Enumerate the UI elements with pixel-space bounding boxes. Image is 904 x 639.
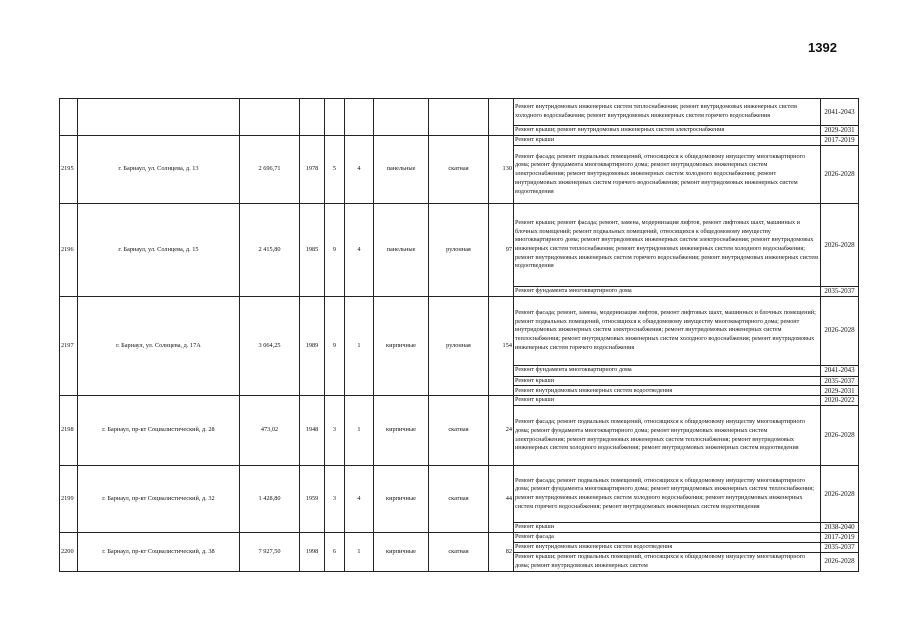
year-cell: 1959 [300,466,325,533]
work-period: 2017-2019 [821,136,859,146]
flats-cell: 154 [489,296,514,396]
area-cell [240,99,300,136]
entrances-cell: 1 [345,296,374,396]
work-period: 2029-2031 [821,126,859,136]
work-description: Ремонт крыши; ремонт подвальных помещений, относящихся к общедомовому имуществу многоквартирного дома; ремонт внутридомовых инженерных систем [514,552,821,571]
work-description: Ремонт фасада [514,533,821,543]
area-cell: 2 415,80 [240,204,300,297]
flats-cell: 130 [489,136,514,204]
table-body [60,99,859,572]
address-cell: г. Барнаул, ул. Солнцева, д. 15 [78,204,240,297]
work-period: 2026-2028 [821,406,859,466]
entrances-cell: 1 [345,533,374,572]
work-description: Ремонт крыши [514,376,821,386]
area-cell: 2 696,71 [240,136,300,204]
year-cell: 1998 [300,533,325,572]
table-row [60,296,859,365]
address-cell: г. Барнаул, пр-кт Социалистический, д. 32 [78,466,240,533]
work-description: Ремонт внутридомовых инженерных систем теплоснабжения; ремонт внутридомовых инженерных систем холодного водоснабжения; ремонт внутридомовых инженерных систем горячего водоснабжения [514,99,821,126]
area-cell: 7 927,50 [240,533,300,572]
table-row [60,533,859,543]
work-period: 2035-2037 [821,376,859,386]
flats-cell: 97 [489,204,514,297]
house-number: 2195 [60,136,78,204]
work-description: Ремонт крыши [514,136,821,146]
house-number: 2197 [60,296,78,396]
work-period: 2035-2037 [821,542,859,552]
roof-cell: скатная [429,533,489,572]
floors-cell: 9 [325,296,345,396]
house-number: 2199 [60,466,78,533]
work-description: Ремонт крыши; ремонт фасада; ремонт, замена, модернизация лифтов, ремонт лифтовых шахт, машинных и блочных помещений; ремонт подвальных помещений, относящихся к общедомовому имуществу многоквартирного дома; ремонт внутридомовых инженерных систем электроснабжения; ремонт внутридомовых инженерных систем теплоснабжения; ремонт внутридомовых инженерных систем холодного водоснабжения; ремонт внутридомовых инженерных систем горячего водоснабжения; ремонт внутридомовых инженерных систем водоотведения [514,204,821,287]
flats-cell [489,99,514,136]
work-description: Ремонт фасада; ремонт подвальных помещений, относящихся к общедомовому имуществу многоквартирного дома; ремонт фундамента многоквартирного дома; ремонт внутридомовых инженерных систем электроснабжения; ремонт внутридомовых инженерных систем теплоснабжения; ремонт внутридомовых инженерных систем холодного водоснабжения; ремонт внутридомовых инженерных систем водоотведения [514,406,821,466]
entrances-cell: 4 [345,136,374,204]
work-period: 2026-2028 [821,466,859,523]
address-cell: г. Барнаул, пр-кт Социалистический, д. 38 [78,533,240,572]
walls-cell: панельные [374,136,429,204]
flats-cell: 82 [489,533,514,572]
page-number: 1392 [808,40,837,55]
work-period: 2026-2028 [821,552,859,571]
year-cell: 1985 [300,204,325,297]
walls-cell: кирпичные [374,533,429,572]
roof-cell [429,99,489,136]
flats-cell: 24 [489,396,514,466]
address-cell: г. Барнаул, пр-кт Социалистический, д. 28 [78,396,240,466]
work-description: Ремонт внутридомовых инженерных систем водоотведения [514,386,821,396]
entrances-cell: 1 [345,396,374,466]
entrances-cell: 4 [345,466,374,533]
area-cell: 1 428,80 [240,466,300,533]
table-row [60,396,859,406]
capital-repair-table [59,98,859,572]
work-period: 2026-2028 [821,204,859,287]
house-number: 2198 [60,396,78,466]
entrances-cell: 4 [345,204,374,297]
address-cell: г. Барнаул, ул. Солнцева, д. 13 [78,136,240,204]
work-description: Ремонт крыши [514,523,821,533]
address-cell: г. Барнаул, ул. Солнцева, д. 17А [78,296,240,396]
work-period: 2041-2043 [821,99,859,126]
address-cell [78,99,240,136]
work-description: Ремонт крыши; ремонт внутридомовых инженерных систем электроснабжения [514,126,821,136]
table-row [60,136,859,146]
entrances-cell [345,99,374,136]
walls-cell [374,99,429,136]
area-cell: 3 064,25 [240,296,300,396]
house-number [60,99,78,136]
table-row [60,99,859,126]
floors-cell [325,99,345,136]
work-period: 2026-2028 [821,296,859,365]
work-description: Ремонт крыши [514,396,821,406]
roof-cell: скатная [429,396,489,466]
work-description: Ремонт фасада; ремонт подвальных помещений, относящихся к общедомовому имуществу многоквартирного дома; ремонт фундамента многоквартирного дома; ремонт внутридомовых инженерных систем теплоснабжения; ремонт внутридомовых инженерных систем холодного водоснабжения; ремонт внутридомовых инженерных систем горячего водоснабжения; ремонт внутридомовых инженерных систем водоотведения [514,466,821,523]
year-cell: 1948 [300,396,325,466]
table-row [60,466,859,523]
work-period: 2026-2028 [821,146,859,204]
floors-cell: 6 [325,533,345,572]
walls-cell: кирпичные [374,396,429,466]
work-period: 2035-2037 [821,287,859,297]
year-cell [300,99,325,136]
roof-cell: рулонная [429,204,489,297]
work-description: Ремонт фундамента многоквартирного дома [514,287,821,297]
work-description: Ремонт фундамента многоквартирного дома [514,365,821,376]
work-description: Ремонт внутридомовых инженерных систем водоотведения [514,542,821,552]
house-number: 2196 [60,204,78,297]
walls-cell: панельные [374,204,429,297]
year-cell: 1978 [300,136,325,204]
flats-cell: 44 [489,466,514,533]
work-period: 2020-2022 [821,396,859,406]
table-row [60,204,859,287]
roof-cell: скатная [429,136,489,204]
floors-cell: 5 [325,136,345,204]
walls-cell: кирпичные [374,296,429,396]
roof-cell: рулонная [429,296,489,396]
house-number: 2200 [60,533,78,572]
year-cell: 1989 [300,296,325,396]
area-cell: 473,02 [240,396,300,466]
floors-cell: 3 [325,466,345,533]
work-description: Ремонт фасада; ремонт подвальных помещений, относящихся к общедомовому имуществу многоквартирного дома; ремонт фундамента многоквартирного дома; ремонт внутридомовых инженерных систем электроснабжения; ремонт внутридомовых инженерных систем холодного водоснабжения; ремонт внутридомовых инженерных систем горячего водоснабжения; ремонт внутридомовых инженерных систем водоотведения [514,146,821,204]
work-description: Ремонт фасада; ремонт, замена, модернизация лифтов, ремонт лифтовых шахт, машинных и блочных помещений; ремонт подвальных помещений, относящихся к общедомовому имуществу многоквартирного дома; ремонт внутридомовых инженерных систем электроснабжения; ремонт внутридомовых инженерных систем теплоснабжения; ремонт внутридомовых инженерных систем холодного водоснабжения; ремонт внутридомовых инженерных систем горячего водоснабжения [514,296,821,365]
floors-cell: 9 [325,204,345,297]
work-period: 2017-2019 [821,533,859,543]
roof-cell: скатная [429,466,489,533]
work-period: 2041-2043 [821,365,859,376]
floors-cell: 3 [325,396,345,466]
walls-cell: кирпичные [374,466,429,533]
work-period: 2038-2040 [821,523,859,533]
work-period: 2029-2031 [821,386,859,396]
